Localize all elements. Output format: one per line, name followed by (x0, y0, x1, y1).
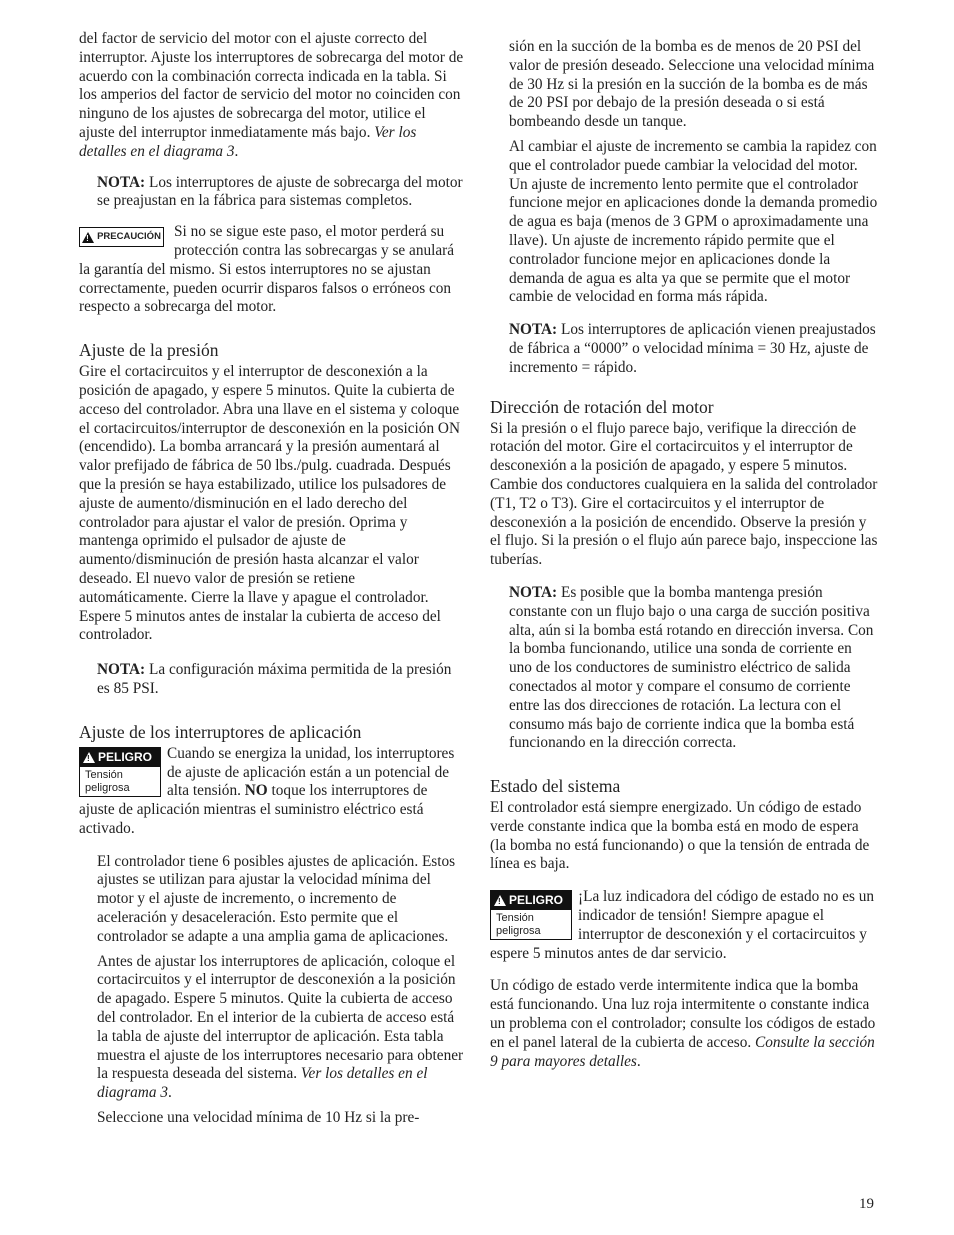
status-paragraph: El controlador está siempre energizado. Un código de estado verde constante indica que la bomba está en modo de espera (la bomba no está funcionando) o que la tensión de entrada de línea es baja. (490, 799, 870, 873)
heading-application-switches: Ajuste de los interruptores de aplicación (79, 721, 362, 742)
switch-paragraph-2: Antes de ajustar los interruptores de aplicación, coloque el cortacircuitos y el interruptor de desconexión a la posición de apagado. Espere 5 minutos. Quite la cubierta de acceso del controlador. En el interior de la cubierta de acceso está la tabla de ajuste del interruptor de aplicación. Esta tabla muestra el ajuste de los interruptores necesario para obtener la respuesta deseada del sistema. Ver los detalles en el diagrama 3. (97, 952, 464, 1102)
warning-triangle-icon: ! (83, 752, 95, 763)
heading-motor-rotation: Dirección de rotación del motor (490, 396, 714, 417)
caution-text: Si no se sigue este paso, el motor perderá su protección contra las sobrecargas y se anulará la garantía del mismo. Si estos interruptores no se ajustan correctamente, pueden ocurrir disparos falsos o erróneos con respecto a sobrecarga del motor. (79, 223, 455, 316)
switch-paragraph-3: Seleccione una velocidad mínima de 10 Hz si la pre- (97, 1109, 420, 1127)
danger-badge: ! PELIGRO Tensión peligrosa (79, 747, 161, 797)
speed-paragraph: sión en la succión de la bomba es de menos de 20 PSI del valor de presión deseado. Seleccione una velocidad mínima de 30 Hz si la presión en la succión de la bomba es de más de 20 PSI por debajo de la presión deseada o si está bombeando desde un tanque. (509, 38, 875, 131)
pressure-paragraph: Gire el cortacircuitos y el interruptor de desconexión a la posición de apagado, y espere 5 minutos. Quite la cubierta de acceso del controlador. Abra una llave en el sistema y coloque el cortacircuitos/interruptor de desconexión en la posición ON (encendido). La bomba arrancará y la presión aumentará al valor prefijado de fábrica de 50 lbs./pulg. cuadrada. Después que la presión se haya estabilizado, utilice los pulsadores de ajuste de aumento/disminución en el lado derecho del controlador para ajustar el valor de presión. Oprima y mantenga oprimido el pulsador de ajuste de aumento/disminución de presión hasta alcanzar el valor deseado. El nuevo valor de presión se retiene automáticamente. Cierre la llave y apague el controlador. Espere 5 minutos antes de instalar la cubierta de acceso del controlador. (79, 363, 461, 644)
page-number: 19 (859, 1196, 874, 1212)
ramp-paragraph: Al cambiar el ajuste de incremento se cambia la rapidez con que el controlador puede cambiar la velocidad del motor. Un ajuste de incremento lento permite que el controlador funcione mejor en aplicaciones donde la demanda promedio de agua es baja (menos de 3 GPM o aproximadamente una llave). Un ajuste de incremento rápido permite que el controlador funcione mejor en aplicaciones donde la demanda de agua es alta ya que se permite que el motor cambie de velocidad en forma más rápida. (509, 137, 878, 306)
status-paragraph-2: Un código de estado verde intermitente indica que la bomba está funcionando. Una luz roja intermitente o constante indica un problema con el controlador; consulte los códigos de estado en el panel lateral de la cubierta de acceso. Consulte la sección 9 para mayores detalles. (490, 977, 876, 1070)
danger-block-status: ! PELIGRO Tensión peligrosa ¡La luz indicadora del código de estado no es un indicador de tensión! Siempre apague el interruptor de desconexión y el cortacircuitos y espere 5 minutos antes de dar servicio. (490, 888, 875, 962)
heading-system-status: Estado del sistema (490, 776, 621, 797)
caution-block (79, 223, 464, 317)
danger-block: ! PELIGRO Tensión peligrosa Cuando se energiza la unidad, los interruptores de ajuste de aplicación están a un potencial de alta tensión. NO toque los interruptores de ajuste de aplicación mientras el suministro eléctrico está activado. (79, 744, 455, 837)
switch-paragraph-1: El controlador tiene 6 posibles ajustes de aplicación. Estos ajustes se utilizan para ajustar la velocidad mínima del motor y el ajuste de incremento, o incremento de aceleración y desaceleración. Esto permite que el controlador se adapte a una amplia gama de aplicaciones. (97, 852, 456, 945)
danger-badge: ! PELIGRO Tensión peligrosa (490, 890, 572, 940)
warning-triangle-icon: ! (82, 232, 94, 243)
heading-pressure-adjust: Ajuste de la presión (79, 340, 219, 361)
left-column (79, 30, 464, 1128)
caution-badge: ! PRECAUCIÓN (79, 227, 164, 247)
warning-triangle-icon: ! (494, 895, 506, 906)
right-column (490, 38, 878, 1071)
overload-paragraph: del factor de servicio del motor con el ajuste correcto del interruptor. Ajuste los interruptores de sobrecarga del motor de acuerdo con la combinación correcta indicada en la tabla. Si los amperios del factor de servicio del motor no coinciden con ninguno de los ajustes de sobrecarga del motor, utilice el ajuste del interruptor inmediatamente más bajo. Ver los detalles en el diagrama 3. (79, 30, 464, 160)
rotation-paragraph: Si la presión o el flujo parece bajo, verifique la dirección de rotación del motor. Gire el cortacircuitos y el interruptor de desconexión a la posición de apagado, y espere 5 minutos. Cambie dos conductores cualquiera en la salida del controlador (T1, T2 o T3). Gire el cortacircuitos y el interruptor de desconexión a la posición de encendido. Observe la presión y el flujo. Si la presión o el flujo aún parece bajo, inspeccione las tuberías. (490, 419, 878, 569)
note-current-probe: NOTA: Es posible que la bomba mantenga presión constante con un flujo bajo o una carga de succión positiva alta, aún si la bomba está rotando en dirección inversa. Con la bomba funcionando, utilice una sonda de corriente en uno de los conductores de suministro eléctrico de salida conectados al motor y compare el consumo de corriente entre las dos direcciones de rotación. La lectura con el consumo más bajo de corriente indica que la bomba está funcionando en la dirección correcta. (509, 583, 874, 752)
note-max-pressure: NOTA: La configuración máxima permitida de la presión es 85 PSI. (97, 661, 452, 697)
note-overload-preset: NOTA: Los interruptores de ajuste de sobrecarga del motor se preajustan en la fábrica para sistemas completos. (97, 173, 463, 210)
note-factory-preset: NOTA: Los interruptores de aplicación vienen preajustados de fábrica a “0000” o velocidad mínima = 30 Hz, ajuste de incremento = rápido. (509, 321, 876, 376)
diagram-reference: Ver los detalles en el diagrama 3 (79, 123, 417, 160)
